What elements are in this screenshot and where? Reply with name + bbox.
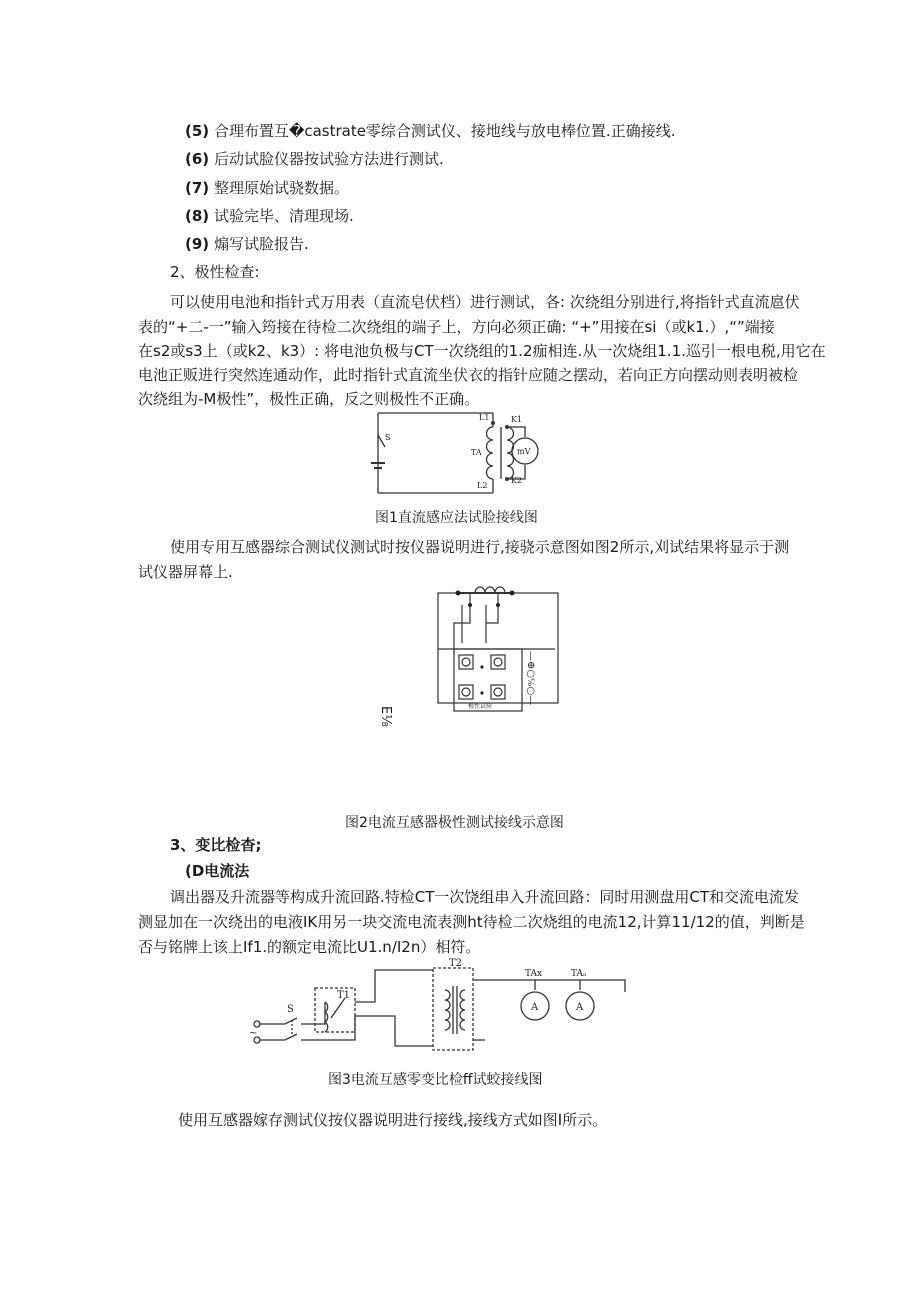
figure-2-circuit	[400, 585, 560, 735]
fig2-box-label: 极性试验	[468, 703, 493, 710]
sec2-para1-line2: 表的“+二-一”输入筠接在待检二次绕组的端子上，方向必须正确: “+”用接在si（或k1.）,“”端接	[138, 318, 775, 336]
step-number: (9)	[185, 235, 210, 253]
sec2-para2-line1: 使用专用互感器综合测试仪测试时按仪器说明进行,接骁示意图如图2所示,刈试结果将显示于测	[170, 538, 790, 556]
step-text: 煽写试脸报告.	[213, 235, 309, 253]
fig2-node	[480, 665, 483, 668]
fig3-ammeter-1-label: A	[531, 1002, 539, 1013]
fig3-label-tan: TAₙ	[571, 969, 587, 979]
fig2-tester-jack	[462, 688, 470, 696]
fig1-terminal	[505, 425, 509, 429]
fig2-tester-terminal	[459, 655, 473, 669]
sec2-para1-line1: 可以使用电池和指针式万用表（直流皂伏档）进行测试，各: 次绕组分别进行,将指针式直流扈伏	[170, 293, 800, 311]
step-6	[185, 148, 444, 170]
figure-1-caption: 图1直流感应法试脸接线图	[375, 510, 538, 526]
fig3-input-terminal	[254, 1021, 260, 1027]
figure-3-circuit	[245, 958, 630, 1062]
step-7	[185, 177, 349, 199]
sec3-para2: 使用互感器嫁存测试仪按仪器说明进行接线,接线方式如图I所示。	[178, 1111, 608, 1129]
fig2-side-label: —⊕○℅○—	[525, 651, 536, 706]
fig3-switch-blade	[285, 1018, 297, 1024]
fig2-tester-terminal	[491, 655, 505, 669]
step-text: 合理布置互�castrate零综合测试仪、接地线与放电棒位置.正确接线.	[213, 122, 676, 140]
sec2-para1-line4: 电池正贩进行突然连通动作，此时指针式直流坐伏衣的指针应随之摆动，若向正方向摆动则表明被检	[138, 366, 799, 384]
fig1-switch-blade	[378, 435, 385, 447]
figure-2-caption: 图2电流互感器极性测试接线示意图	[345, 815, 564, 831]
fig3-switch-blade	[285, 1034, 297, 1040]
figure-1-circuit	[365, 405, 555, 500]
fig3-label-tax: TAx	[525, 969, 543, 979]
step-9	[185, 233, 309, 255]
fig3-t2-secondary-coil	[460, 990, 465, 1030]
step-5	[185, 120, 675, 142]
sec2-para2-line2: 试仪器屏幕上.	[138, 563, 233, 581]
section-3-subtitle: (D电流法	[185, 862, 250, 880]
sec3-para-line2: 测显加在一次绕出的电液IK用另一块交流电流表测ht待检二次烧组的电流12,计算11/12的值，判断是	[138, 913, 805, 931]
sec2-para1-line3: 在s2或s3上（或k2、k3）: 将电池负极与CT一次绕组的1.2痂相连.从一次烧组1.1.巡引一根电税,用它在	[138, 342, 826, 360]
step-number: (7)	[185, 179, 210, 197]
fig1-terminal	[491, 421, 495, 425]
fig2-tester-jack	[462, 658, 470, 666]
fig3-label-tilde: ~	[249, 1028, 258, 1039]
step-8	[185, 205, 354, 227]
fig1-primary-coil	[487, 427, 494, 479]
fig3-label-t2: T2	[449, 958, 463, 969]
fig2-tester-terminal	[491, 685, 505, 699]
fig2-tester-terminal	[459, 685, 473, 699]
fig1-terminal	[505, 477, 509, 481]
fig2-node	[468, 603, 472, 607]
step-number: (5)	[185, 122, 210, 140]
fig2-node	[456, 591, 461, 596]
fig3-label-t1: T1	[337, 990, 351, 1001]
fig3-t2-primary-coil	[445, 990, 450, 1030]
fig3-secondary-loop	[473, 980, 625, 992]
fig1-label-l1: L1	[479, 413, 490, 422]
fig3-wire	[355, 970, 433, 1002]
section-2-title: 2、极性检查:	[170, 263, 260, 281]
fig1-label-mv: mV	[517, 447, 531, 456]
sec3-para-line1: 调出器及升流器等构成升流回路.特检CT一次饶组串入升流回路：同时用测盘用CT和交流电流发	[170, 888, 800, 906]
step-number: (8)	[185, 207, 210, 225]
fig3-wire	[301, 1002, 325, 1024]
section-3-title: 3、变比检杳;	[170, 836, 262, 854]
fig1-label-l2: L2	[477, 481, 488, 490]
step-text: 整理原始试骁数据。	[213, 179, 349, 197]
step-number: (6)	[185, 150, 210, 168]
fig2-rotated-label: E⅛	[378, 706, 393, 727]
fig2-tester-jack	[494, 688, 502, 696]
fig3-label-s: S	[287, 1004, 294, 1015]
fig1-label-k2: K2	[511, 476, 523, 485]
sec3-para-line3: 否与铭牌上该上If1.的额定电流比U1.n/I2n）相符。	[138, 938, 481, 956]
fig2-lead-right	[486, 593, 498, 623]
step-text: 试验完毕、清理现场.	[213, 207, 354, 225]
fig3-ammeter-2-label: A	[576, 1002, 584, 1013]
fig2-node	[496, 603, 500, 607]
sec2-para1-line5: 次绕组为-M极性”，极性正确，反之则极性不正确。	[138, 390, 480, 408]
fig1-label-ta: TA	[471, 448, 482, 457]
fig2-node	[510, 591, 515, 596]
step-text: 后动试脸仪器按试验方法进行测试.	[213, 150, 444, 168]
fig3-autotransformer-arrow	[331, 998, 345, 1018]
fig1-secondary-wire	[507, 427, 525, 437]
fig2-tester-jack	[494, 658, 502, 666]
figure-3-caption: 图3电流互感零变比检ff试蛟接线图	[328, 1072, 543, 1088]
fig2-node	[480, 691, 483, 694]
fig1-label-k1: K1	[511, 415, 523, 424]
fig1-label-s: S	[385, 433, 391, 442]
fig3-wire	[355, 1016, 433, 1046]
